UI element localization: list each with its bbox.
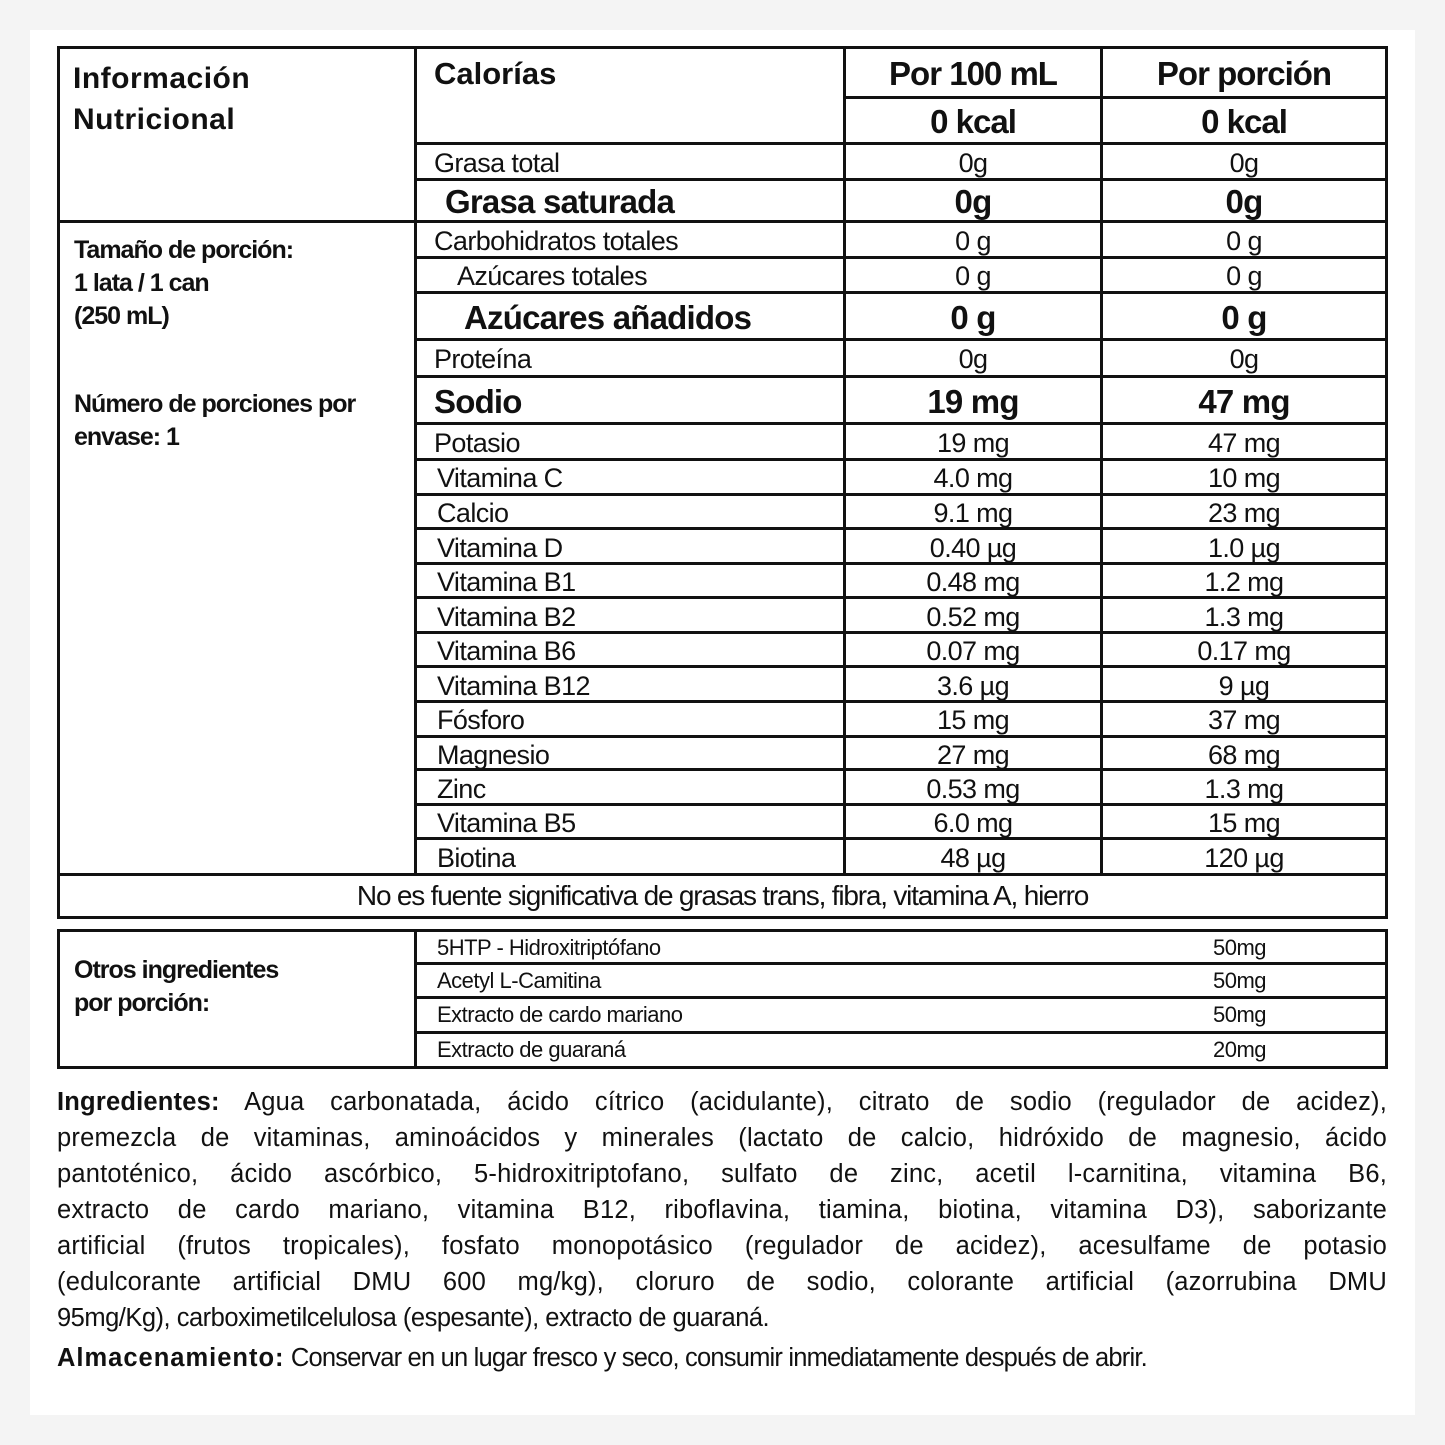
calories-per-serving: 0 kcal <box>1201 103 1287 140</box>
nutrient-name: Azúcares añadidos <box>464 298 752 336</box>
nutrient-name: Vitamina B6 <box>437 635 576 666</box>
value-per-serving: 0g <box>1229 148 1259 178</box>
nutrient-name: Biotina <box>437 842 516 873</box>
value-per-100ml: 0.40 µg <box>929 532 1017 563</box>
ingredients-text: 95mg/Kg), carboximetilcelulosa (espesante), extracto de guaraná. <box>57 1304 770 1332</box>
ingredients-text: artificial (frutos tropicales), fosfato monopotásico (regulador de acidez), acesulfame de potasio <box>57 1232 1387 1260</box>
value-per-serving: 10 mg <box>1207 463 1281 493</box>
nutrient-name: Zinc <box>437 773 486 804</box>
value-per-serving: 1.2 mg <box>1204 566 1284 597</box>
calories-label: Calorías <box>434 56 557 91</box>
value-per-serving: 47 mg <box>1198 382 1290 420</box>
value-per-serving: 37 mg <box>1207 704 1281 735</box>
nutrient-name: Vitamina B2 <box>437 601 576 632</box>
value-per-serving: 9 µg <box>1218 670 1270 701</box>
ingredients-text: extracto de cardo mariano, vitamina B12, riboflavina, tiamina, biotina, vitamina D3), saborizante <box>57 1196 1387 1224</box>
value-per-serving: 1.3 mg <box>1204 773 1284 804</box>
value-per-100ml: 0 g <box>955 226 991 256</box>
value-per-100ml: 48 µg <box>940 842 1006 873</box>
value-per-100ml: 6.0 mg <box>933 807 1013 838</box>
servings-label: Número de porciones por <box>74 390 356 418</box>
divider <box>57 220 417 223</box>
nutrient-name: Magnesio <box>437 739 550 770</box>
ingredients-line <box>57 1228 1387 1264</box>
ingredient-name: Extracto de cardo mariano <box>437 1002 683 1027</box>
ingredient-amount: 50mg <box>1213 968 1267 993</box>
nutrient-name: Azúcares totales <box>457 261 647 291</box>
value-per-100ml: 0.53 mg <box>926 773 1020 804</box>
value-per-serving: 0g <box>1225 183 1263 220</box>
ingredient-amount: 20mg <box>1213 1037 1267 1062</box>
value-per-100ml: 0 g <box>955 261 991 291</box>
nutrient-name: Fósforo <box>437 704 525 735</box>
value-per-serving: 0 g <box>1226 261 1262 291</box>
column-header-per-100ml: Por 100 mL <box>889 55 1057 92</box>
ingredients-label: Ingredientes: <box>57 1088 220 1116</box>
value-per-100ml: 0 g <box>950 298 996 336</box>
label-line: por porción: <box>74 989 210 1017</box>
value-per-serving: 1.3 mg <box>1204 601 1284 632</box>
other-ingredients-label <box>74 954 278 1020</box>
table-title <box>73 58 250 140</box>
servings-value: envase: 1 <box>74 423 179 451</box>
storage-label: Almacenamiento: <box>57 1344 285 1372</box>
value-per-100ml: 0g <box>954 183 992 220</box>
value-per-serving: 15 mg <box>1207 807 1281 838</box>
value-per-serving: 0g <box>1229 344 1259 374</box>
ingredients-line <box>57 1264 1387 1300</box>
storage-text: Conservar en un lugar fresco y seco, consumir inmediatamente después de abrir. <box>284 1344 1147 1372</box>
ingredient-amount: 50mg <box>1213 935 1267 960</box>
ingredient-name: 5HTP - Hidroxitriptófano <box>437 935 661 960</box>
value-per-100ml: 19 mg <box>936 428 1010 458</box>
value-per-100ml: 3.6 µg <box>936 670 1009 701</box>
nutrient-name: Carbohidratos totales <box>434 226 679 256</box>
divider <box>414 46 417 876</box>
value-per-100ml: 0.48 mg <box>926 566 1020 597</box>
title-line: Información <box>73 62 251 95</box>
nutrient-name: Potasio <box>434 428 520 458</box>
value-per-serving: 23 mg <box>1207 497 1281 528</box>
footnote: No es fuente significativa de grasas trans, fibra, vitamina A, hierro <box>356 880 1089 911</box>
value-per-serving: 0.17 mg <box>1197 635 1291 666</box>
nutrient-name: Proteína <box>434 344 532 374</box>
value-per-serving: 47 mg <box>1207 428 1281 458</box>
nutrient-name: Vitamina D <box>437 532 563 563</box>
title-line: Nutricional <box>73 103 236 136</box>
nutrient-name: Vitamina B12 <box>437 670 590 701</box>
value-per-100ml: 0g <box>958 148 988 178</box>
serving-size-volume: (250 mL) <box>74 302 169 330</box>
ingredients-line <box>57 1084 1387 1120</box>
nutrient-name: Vitamina B5 <box>437 807 576 838</box>
value-per-serving: 68 mg <box>1207 739 1281 770</box>
value-per-serving: 0 g <box>1221 298 1267 336</box>
nutrient-name: Sodio <box>434 382 522 420</box>
ingredient-amount: 50mg <box>1213 1002 1267 1027</box>
value-per-serving: 0 g <box>1226 226 1262 256</box>
ingredients-line <box>57 1156 1387 1192</box>
serving-size-label: Tamaño de porción: <box>74 236 294 264</box>
ingredients-line <box>57 1120 1387 1156</box>
value-per-100ml: 19 mg <box>927 382 1019 420</box>
divider <box>414 929 417 1069</box>
value-per-100ml: 0.52 mg <box>926 601 1020 632</box>
ingredients-text: premezcla de vitaminas, aminoácidos y minerales (lactato de calcio, hidróxido de magnesio, ácido <box>57 1124 1387 1152</box>
value-per-serving: 120 µg <box>1204 842 1284 873</box>
ingredients-text: (edulcorante artificial DMU 600 mg/kg), cloruro de sodio, colorante artificial (azorrubina DMU <box>57 1268 1387 1296</box>
nutrient-name: Grasa saturada <box>445 183 675 220</box>
nutrient-name: Vitamina B1 <box>437 566 576 597</box>
value-per-serving: 1.0 µg <box>1207 532 1280 563</box>
ingredient-name: Acetyl L-Camitina <box>437 968 601 993</box>
value-per-100ml: 0g <box>958 344 988 374</box>
ingredients-line <box>57 1192 1387 1228</box>
label-line: Otros ingredientes <box>74 956 279 984</box>
column-header-per-serving: Por porción <box>1156 55 1332 92</box>
nutrient-name: Calcio <box>437 497 509 528</box>
serving-size-value: 1 lata / 1 can <box>74 269 209 297</box>
storage-paragraph <box>57 1340 1387 1376</box>
nutrient-name: Vitamina C <box>437 463 563 493</box>
ingredient-name: Extracto de guaraná <box>437 1037 626 1062</box>
servings-per-container <box>74 388 355 454</box>
ingredients-text: pantoténico, ácido ascórbico, 5-hidroxitriptofano, sulfato de zinc, acetil l-carnitina, vitamina B6, <box>57 1160 1387 1188</box>
ingredients-line <box>57 1300 1387 1336</box>
value-per-100ml: 4.0 mg <box>933 463 1013 493</box>
value-per-100ml: 15 mg <box>936 704 1010 735</box>
calories-per-100ml: 0 kcal <box>930 103 1016 140</box>
ingredients-text: Agua carbonatada, ácido cítrico (acidulante), citrato de sodio (regulador de acidez), <box>219 1088 1387 1116</box>
value-per-100ml: 27 mg <box>936 739 1010 770</box>
serving-size <box>74 234 293 333</box>
value-per-100ml: 0.07 mg <box>926 635 1020 666</box>
nutrient-name: Grasa total <box>434 148 560 178</box>
value-per-100ml: 9.1 mg <box>933 497 1013 528</box>
